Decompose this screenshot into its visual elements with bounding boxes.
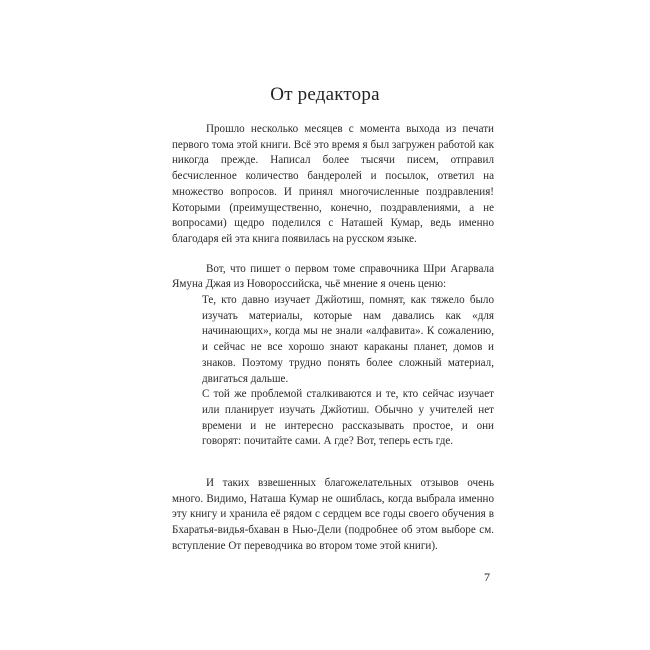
body-text [172,122,494,555]
paragraph-intro: Прошло несколько месяцев с момента выхода из печати первого тома этой книги. Всё это время я был загружен работой как никогда прежде. Написал более тысячи писем, отправил бесчисленное количество бандеролей и посылок, ответил на множество вопросов. И принял многочисленные поздравления! Которыми (преимущественно, конечно, поздравлениями, а не вопросами) щедро поделился с Наташей Кумар, ведь именно благодаря ей эта книга появилась на русском языке. [172,123,494,245]
spacer [172,450,494,476]
quote-paragraph-1: Те, кто давно изучает Джйотиш, помнят, как тяжело было изучать материалы, которые нам давались как «для начинающих», когда мы не знали «алфавита». К сожалению, и сейчас не все хорошо знают караканы планет, домов и знаков. Поэтому трудно понять более сложный материал, двигаться дальше. [202,294,494,385]
page-number: 7 [484,570,490,584]
paragraph-closing: И таких взвешенных благожелательных отзывов очень много. Видимо, Наташа Кумар не ошиблась, когда выбрала именно эту книгу и хранила её рядом с сердцем все годы своего обучения в Бхаратья-видья-бхаван в Нью-Дели (подробнее об этом выборе см. вступление От переводчика во втором томе этой книги). [172,477,494,552]
page-title: От редактора [270,84,380,105]
block-quote [202,293,494,450]
quote-paragraph-2: С той же проблемой сталкиваются и те, кто сейчас изучает или планирует изучать Джйотиш. Обычно у учителей нет времени и не интересно рассказывать простое, и они говорят: почитайте сами. А где? Вот, теперь есть где. [202,388,494,448]
paragraph-quote-lead: Вот, что пишет о первом томе справочника Шри Агарвала Ямуна Джая из Новороссийска, чьё мнение я очень ценю: [172,262,494,291]
